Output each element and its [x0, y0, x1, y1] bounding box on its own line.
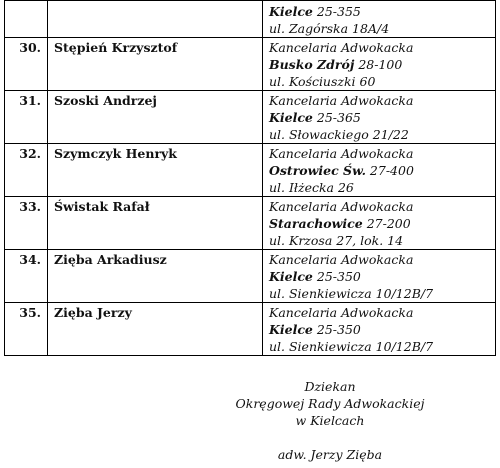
address-city-line: [269, 321, 489, 338]
signatory-body: Okręgowej Rady Adwokackiej: [235, 396, 425, 411]
attorney-name: [48, 1, 263, 38]
office-address: [263, 91, 496, 144]
address-city: Starachowice: [269, 216, 363, 231]
signatory-title: Dziekan: [304, 379, 356, 394]
address-street: ul. Sienkiewicza 10/12B/7: [269, 286, 434, 301]
address-city-line: [269, 109, 489, 126]
address-postal-code: 25-355: [316, 4, 361, 19]
attorney-name: Zięba Jerzy: [48, 303, 263, 356]
row-number: 35.: [5, 303, 48, 356]
address-street: ul. Iłżecka 26: [269, 180, 354, 195]
address-postal-code: 25-365: [316, 110, 361, 125]
row-number: 34.: [5, 250, 48, 303]
table-row: [5, 197, 496, 250]
office-type: Kancelaria Adwokacka: [269, 252, 414, 267]
signatory-name: adw. Jerzy Zięba: [277, 447, 383, 462]
row-number: 30.: [5, 38, 48, 91]
spacer: [230, 429, 430, 446]
office-type: Kancelaria Adwokacka: [269, 199, 414, 214]
address-city: Kielce: [269, 269, 313, 284]
address-city-line: [269, 215, 489, 232]
office-address: [263, 197, 496, 250]
address-postal-code: 25-350: [316, 322, 361, 337]
attorney-name: Zięba Arkadiusz: [48, 250, 263, 303]
address-city-line: [269, 56, 489, 73]
office-type: Kancelaria Adwokacka: [269, 146, 414, 161]
attorney-name: Szymczyk Henryk: [48, 144, 263, 197]
office-address: [263, 303, 496, 356]
row-number: 33.: [5, 197, 48, 250]
table-row: [5, 144, 496, 197]
table-row: [5, 38, 496, 91]
attorney-name: Szoski Andrzej: [48, 91, 263, 144]
address-city-line: [269, 268, 489, 285]
address-city-line: [269, 162, 489, 179]
office-type: Kancelaria Adwokacka: [269, 305, 414, 320]
table-row-continuation: [5, 1, 496, 38]
office-address: [263, 250, 496, 303]
address-street: ul. Sienkiewicza 10/12B/7: [269, 339, 434, 354]
table-row: [5, 91, 496, 144]
attorney-name: Świstak Rafał: [48, 197, 263, 250]
address-city: Busko Zdrój: [269, 57, 355, 72]
attorney-roster-table: [4, 0, 496, 356]
office-address: [263, 38, 496, 91]
signatory-place: w Kielcach: [295, 413, 365, 428]
address-postal-code: 27-200: [366, 216, 411, 231]
office-type: Kancelaria Adwokacka: [269, 93, 414, 108]
address-postal-code: 28-100: [358, 57, 403, 72]
address-postal-code: 25-350: [316, 269, 361, 284]
row-number: [5, 1, 48, 38]
table-row: [5, 250, 496, 303]
address-city: Kielce: [269, 4, 313, 19]
row-number: 32.: [5, 144, 48, 197]
attorney-name: Stępień Krzysztof: [48, 38, 263, 91]
address-city: Kielce: [269, 110, 313, 125]
address-street: ul. Krzosa 27, lok. 14: [269, 233, 404, 248]
office-address: [263, 1, 496, 38]
address-street: ul. Kościuszki 60: [269, 74, 376, 89]
address-postal-code: 27-400: [369, 163, 414, 178]
row-number: 31.: [5, 91, 48, 144]
signature-block: [230, 378, 430, 463]
office-address: [263, 144, 496, 197]
office-type: Kancelaria Adwokacka: [269, 40, 414, 55]
address-street: ul. Zagórska 18A/4: [269, 21, 390, 36]
address-city: Ostrowiec Św.: [269, 163, 366, 178]
table-row: [5, 303, 496, 356]
address-city-line: [269, 3, 489, 20]
address-street: ul. Słowackiego 21/22: [269, 127, 409, 142]
address-city: Kielce: [269, 322, 313, 337]
